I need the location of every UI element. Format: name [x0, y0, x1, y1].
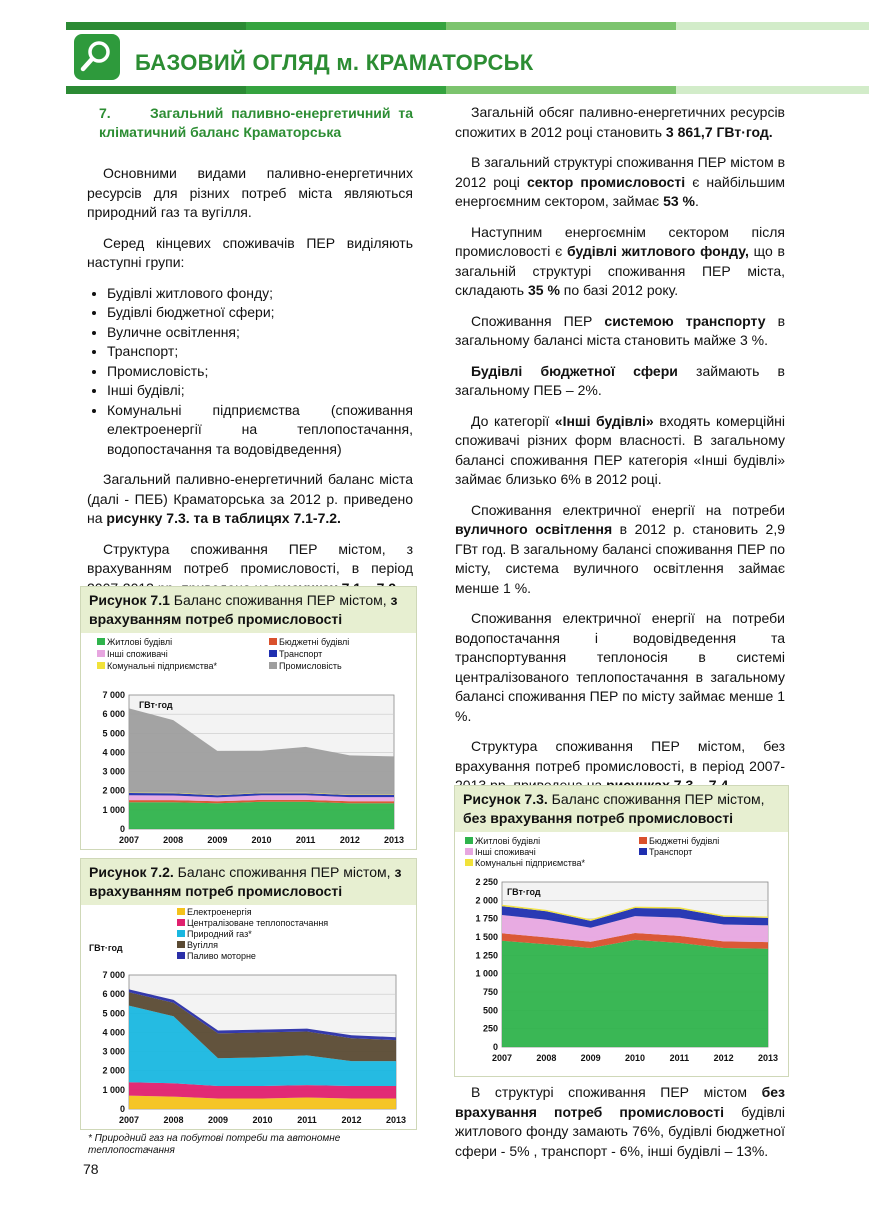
x-tick-label: 2009 [207, 1115, 229, 1125]
x-tick-label: 2011 [669, 1053, 690, 1063]
y-tick-label: 250 [482, 1023, 498, 1034]
legend-swatch [177, 941, 185, 948]
right-column [455, 103, 785, 807]
x-tick-label: 2012 [713, 1053, 734, 1063]
legend-label: Житлові будівлі [107, 637, 173, 647]
figure-caption [81, 587, 416, 633]
emphasis: без врахування потреб промисловості [455, 1084, 785, 1120]
x-tick-label: 2007 [118, 835, 140, 845]
y-axis-label: ГВт·год [139, 700, 173, 710]
list-item: • Вуличне освітлення; [107, 323, 413, 343]
figure-7-1 [80, 586, 417, 850]
y-tick-label: 1 000 [102, 1084, 125, 1095]
paragraph [455, 1083, 785, 1161]
legend-label: Централізоване теплопостачання [187, 918, 329, 928]
paragraph [455, 153, 785, 212]
y-tick-label: 7 000 [102, 970, 125, 980]
x-tick-label: 2010 [251, 835, 272, 845]
figure-7-2 [80, 858, 417, 1130]
paragraph [455, 223, 785, 301]
x-tick-label: 2009 [207, 835, 228, 845]
x-tick-label: 2012 [339, 835, 360, 845]
legend-label: Інші споживачі [475, 847, 536, 857]
logo [74, 34, 120, 80]
legend-label: Бюджетні будівлі [649, 836, 720, 846]
caption-emphasis: з врахуванням потреб промисловості [89, 864, 402, 899]
legend-swatch [97, 638, 105, 645]
caption-text: Баланс споживання ПЕР містом, [547, 791, 765, 807]
x-tick-label: 2010 [252, 1115, 273, 1125]
legend-label: Природний газ* [187, 929, 252, 939]
caption-text: Баланс споживання ПЕР містом, [173, 864, 395, 880]
legend-label: Вугілля [187, 940, 219, 950]
legend-swatch [97, 662, 105, 669]
paragraph: Серед кінцевих споживачів ПЕР виділяють наступні групи: [87, 234, 413, 270]
y-tick-label: 6 000 [102, 989, 125, 1000]
legend-label: Інші споживачі [107, 649, 168, 659]
y-tick-label: 500 [482, 1005, 498, 1016]
paragraph [455, 412, 785, 490]
y-tick-label: 0 [119, 824, 125, 834]
legend-swatch [639, 848, 647, 855]
caption-emphasis: з врахуванням потреб промисловості [89, 592, 398, 627]
consumer-groups-list [87, 284, 413, 460]
x-tick-label: 2008 [163, 835, 184, 845]
y-tick-label: 4 000 [102, 747, 125, 758]
legend-swatch [177, 952, 185, 959]
y-tick-label: 1 000 [102, 804, 125, 815]
legend-swatch [177, 908, 185, 915]
x-tick-label: 2011 [295, 835, 316, 845]
list-item: • Комунальні підприємства (споживання електроенергії на теплопостачання, водопостачання та водовідведення) [107, 401, 413, 460]
text: Загальній обсяг паливно-енергетичних ресурсів спожитих в 2012 році становить [455, 104, 785, 140]
area-series [502, 940, 768, 1047]
figure-label: Рисунок 7.1 [89, 592, 170, 608]
area-series [129, 802, 394, 829]
y-tick-label: 3 000 [102, 766, 125, 777]
y-tick-label: 2 000 [475, 895, 498, 906]
section-title [87, 104, 413, 142]
x-tick-label: 2007 [491, 1053, 513, 1063]
list-item: • Промисловість; [107, 362, 413, 382]
chart-1 [81, 633, 414, 847]
footnote: * Природний газ на побутові потреби та автономне теплопостачання [88, 1133, 341, 1156]
paragraph: Основними видами паливно-енергетичних ресурсів для різних потреб міста являються природний газ та вугілля. [87, 165, 413, 220]
y-tick-label: 5 000 [102, 728, 125, 739]
list-item: • Будівлі бюджетної сфери; [107, 303, 413, 323]
x-tick-label: 2009 [580, 1053, 601, 1063]
y-axis-label: ГВт·год [89, 943, 123, 953]
legend-swatch [465, 837, 473, 844]
legend-label: Комунальні підприємства* [107, 661, 218, 671]
section-number: 7. [99, 105, 111, 121]
figure-7-3 [454, 785, 789, 1077]
text: Наступним енергоємнім сектором після промисловості є [455, 223, 785, 259]
text: Структура споживання ПЕР містом, без врахування потреб промисловості, в період 2007- [455, 738, 785, 774]
text: будівлі житлового фонду замають 76%, будівлі бюджетної сфери - 5% , транспорт - 6%, інші будівлі – 13%. [455, 1103, 786, 1159]
y-tick-label: 2 000 [102, 785, 125, 796]
paragraph [455, 501, 785, 599]
paragraph: Споживання електричної енергії на потреби водопостачання і водовідведення та транспортування теплоносія в системі централізованого теплопостачання в загальному балансі споживання ПЕР по місту займає менше 1 %. [455, 610, 785, 724]
emphasis: Будівлі бюджетної сфери [471, 362, 678, 379]
y-tick-label: 7 000 [102, 690, 125, 700]
section-title-text: Загальний паливно-енергетичний та кліматичний баланс Краматорська [99, 105, 413, 140]
figure-label: Рисунок 7.2. [89, 864, 174, 880]
text: по базі 2012 року. [559, 282, 679, 298]
emphasis: 35 % [527, 282, 560, 298]
caption-emphasis: без врахування потреб промисловості [463, 810, 734, 826]
legend-swatch [269, 638, 277, 645]
figure-caption [81, 859, 416, 905]
legend-swatch [269, 650, 277, 657]
text: є найбільшим енергоємним сектором, займає [455, 173, 786, 209]
left-column [87, 104, 413, 609]
y-tick-label: 2 250 [475, 877, 498, 887]
text: в 2012 р. становить 2,9 ГВт год. В загальному балансі споживання ПЕР по місту, система вуличного освітлення займає менше 1 %. [455, 521, 785, 596]
y-tick-label: 0 [492, 1042, 498, 1052]
legend-label: Комунальні підприємства* [475, 858, 586, 868]
x-tick-label: 2011 [297, 1115, 317, 1125]
chart-3 [455, 832, 786, 1074]
y-tick-label: 3 000 [102, 1046, 125, 1057]
legend-label: Транспорт [279, 649, 323, 659]
x-tick-label: 2013 [385, 1115, 407, 1125]
list-item: • Будівлі житлового фонду; [107, 284, 413, 304]
chart-2 [81, 905, 414, 1127]
right-column-end [455, 1083, 785, 1172]
figure-reference: рисунку 7.3. та в таблицях 7.1-7.2. [106, 510, 341, 526]
x-tick-label: 2007 [118, 1115, 140, 1125]
text: Загальний паливно-енергетичний баланс міста (далі - ПЕБ) Краматорська за 2012 р. приведено на [87, 471, 413, 526]
legend-label: Промисловість [279, 661, 342, 671]
text: До категорії [471, 412, 555, 429]
emphasis: системою транспорту [604, 312, 766, 329]
text: входять комерційні споживачі різних форм власності. В загальному балансі споживання ПЕР категорія «Інші будівлі» займає близько 6% в 2012 році. [455, 412, 786, 487]
legend-label: Житлові будівлі [475, 836, 541, 846]
page-number: 78 [83, 1161, 99, 1177]
emphasis: 3 861,7 ГВт·год. [665, 123, 773, 140]
list-item: • Транспорт; [107, 342, 413, 362]
x-tick-label: 2008 [163, 1115, 184, 1125]
x-tick-label: 2013 [757, 1053, 779, 1063]
y-tick-label: 1 000 [475, 968, 498, 979]
y-tick-label: 750 [482, 987, 498, 997]
legend-swatch [465, 859, 473, 866]
legend-swatch [465, 848, 473, 855]
paragraph [455, 312, 785, 351]
figure-caption [455, 786, 788, 832]
y-tick-label: 5 000 [102, 1008, 125, 1019]
header-top-bar [66, 22, 869, 30]
x-tick-label: 2008 [536, 1053, 557, 1063]
caption-text: Баланс споживання ПЕР містом, [169, 592, 391, 608]
text: займають в загальному ПЕБ – 2%. [455, 362, 785, 398]
emphasis: вуличного освітлення [455, 521, 613, 537]
y-tick-label: 0 [119, 1104, 125, 1114]
list-item: • Інші будівлі; [107, 381, 413, 401]
x-tick-label: 2012 [341, 1115, 362, 1125]
emphasis: 53 % [663, 193, 695, 209]
text: В загальний структурі споживання ПЕР містом в 2012 році [455, 154, 786, 190]
paragraph [455, 362, 785, 401]
paragraph [87, 470, 413, 529]
legend-swatch [269, 662, 277, 669]
legend-swatch [177, 930, 185, 937]
legend-label: Електроенергія [187, 907, 252, 917]
legend-label: Бюджетні будівлі [279, 637, 350, 647]
figure-label: Рисунок 7.3. [463, 791, 548, 807]
text: Споживання ПЕР [471, 312, 605, 329]
text: Споживання електричної енергії на потреби [471, 501, 785, 518]
text: . [695, 193, 699, 209]
emphasis: будівлі житлового фонду, [567, 243, 749, 259]
legend-label: Транспорт [649, 847, 693, 857]
legend-swatch [639, 837, 647, 844]
y-tick-label: 1 500 [475, 932, 498, 942]
y-tick-label: 2 000 [102, 1065, 125, 1076]
page-header-title: БАЗОВИЙ ОГЛЯД м. КРАМАТОРСЬК [135, 50, 534, 75]
header-bottom-bar [66, 86, 869, 94]
x-tick-label: 2010 [624, 1053, 646, 1063]
emphasis: «Інші будівлі» [554, 412, 654, 429]
emphasis: сектор промисловості [526, 173, 686, 190]
y-tick-label: 1 250 [475, 950, 498, 961]
y-tick-label: 1 750 [475, 913, 498, 924]
text: що в загальній структурі споживання ПЕР міста, складають [455, 243, 785, 298]
y-tick-label: 6 000 [102, 709, 125, 720]
text: Структура споживання ПЕР містом, з врахуванням потреб промисловості, в період [87, 540, 413, 576]
y-tick-label: 4 000 [102, 1027, 125, 1038]
text: В структурі споживання ПЕР містом [471, 1084, 762, 1100]
x-tick-label: 2013 [383, 835, 405, 845]
magnifier-icon [74, 34, 120, 80]
legend-swatch [177, 919, 185, 926]
legend-label: Паливо моторне [187, 951, 256, 961]
y-axis-label: ГВт·год [507, 887, 541, 897]
text: в загальному балансі міста становить майже 3 %. [455, 312, 786, 348]
legend-swatch [97, 650, 105, 657]
paragraph [455, 103, 785, 142]
